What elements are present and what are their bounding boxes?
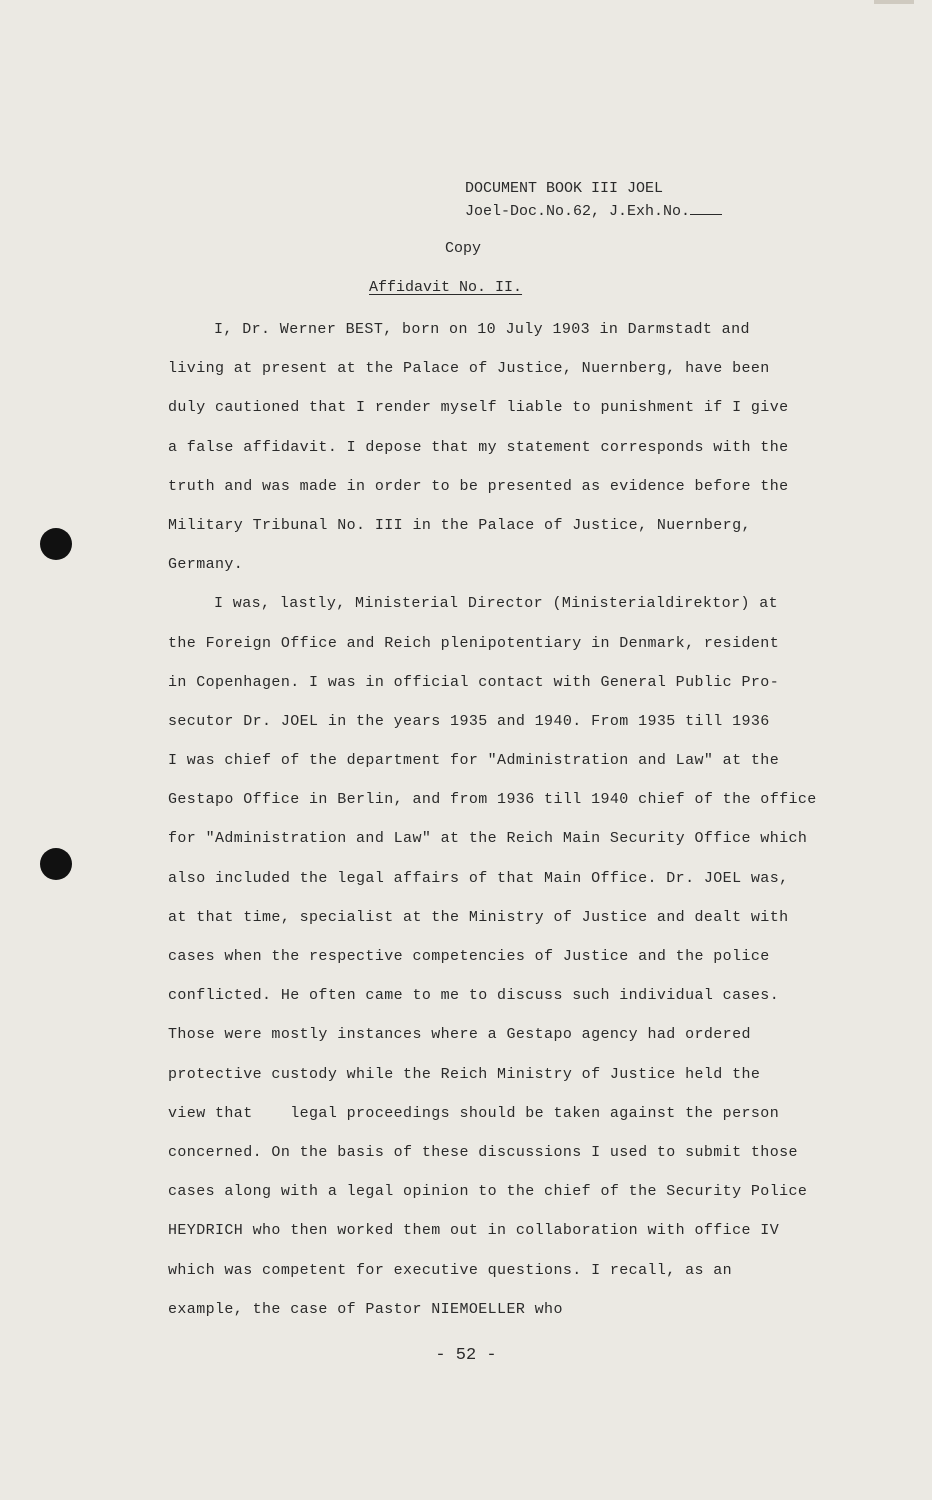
punch-hole-bottom xyxy=(40,848,72,880)
body-line: in Copenhagen. I was in official contact with General Public Pro- xyxy=(168,673,780,691)
body-line: which was competent for executive questions. I recall, as an xyxy=(168,1261,733,1279)
affidavit-body xyxy=(168,310,848,1329)
body-line: at that time, specialist at the Ministry of Justice and dealt with xyxy=(168,908,789,926)
body-line: I, Dr. Werner BEST, born on 10 July 1903 in Darmstadt and xyxy=(214,321,750,338)
body-line: cases when the respective competencies of Justice and the police xyxy=(168,948,770,965)
punch-hole-top xyxy=(40,528,72,560)
body-line: Germany. xyxy=(168,556,244,574)
body-line: secutor Dr. JOEL in the years 1935 and 1940. From 1935 till 1936 xyxy=(168,712,770,730)
body-line: for "Administration and Law" at the Reich Main Security Office which xyxy=(168,830,808,848)
body-line: Those were mostly instances where a Gestapo agency had ordered xyxy=(168,1026,751,1044)
copy-label: Copy xyxy=(445,240,482,257)
body-line: I was chief of the department for "Administration and Law" at the xyxy=(168,752,780,770)
header-exhibit-line xyxy=(465,200,722,223)
body-line: view that legal proceedings should be taken against the person xyxy=(168,1104,780,1122)
affidavit-title: Affidavit No. II. xyxy=(369,279,523,296)
page-number: - 52 - xyxy=(435,1346,497,1365)
body-line: conflicted. He often came to me to discuss such individual cases. xyxy=(168,987,780,1005)
body-line: example, the case of Pastor NIEMOELLER who xyxy=(168,1300,563,1318)
exhibit-number-blank xyxy=(690,200,722,215)
body-line: cases along with a legal opinion to the chief of the Security Police xyxy=(168,1183,808,1201)
document-header xyxy=(465,178,722,223)
body-line: truth and was made in order to be presented as evidence before the xyxy=(168,477,789,495)
body-line: I was, lastly, Ministerial Director (Ministerialdirektor) at xyxy=(214,595,779,613)
body-line: Gestapo Office in Berlin, and from 1936 till 1940 chief of the office xyxy=(168,791,817,809)
header-doc-number: Joel-Doc.No.62, J.Exh.No. xyxy=(465,203,691,220)
body-line: concerned. On the basis of these discussions I used to submit those xyxy=(168,1143,798,1161)
body-line: also included the legal affairs of that Main Office. Dr. JOEL was, xyxy=(168,869,789,887)
body-line: living at present at the Palace of Justice, Nuernberg, have been xyxy=(168,360,770,378)
body-line: HEYDRICH who then worked them out in collaboration with office IV xyxy=(168,1222,780,1240)
body-line: protective custody while the Reich Ministry of Justice held the xyxy=(168,1065,761,1083)
page-edge-mark xyxy=(874,0,914,4)
header-document-book: DOCUMENT BOOK III JOEL xyxy=(465,180,664,197)
body-line: Military Tribunal No. III in the Palace of Justice, Nuernberg, xyxy=(168,516,751,534)
body-line: duly cautioned that I render myself liable to punishment if I give xyxy=(168,399,789,417)
body-line: the Foreign Office and Reich plenipotentiary in Denmark, resident xyxy=(168,634,780,652)
body-line: a false affidavit. I depose that my statement corresponds with the xyxy=(168,438,789,456)
